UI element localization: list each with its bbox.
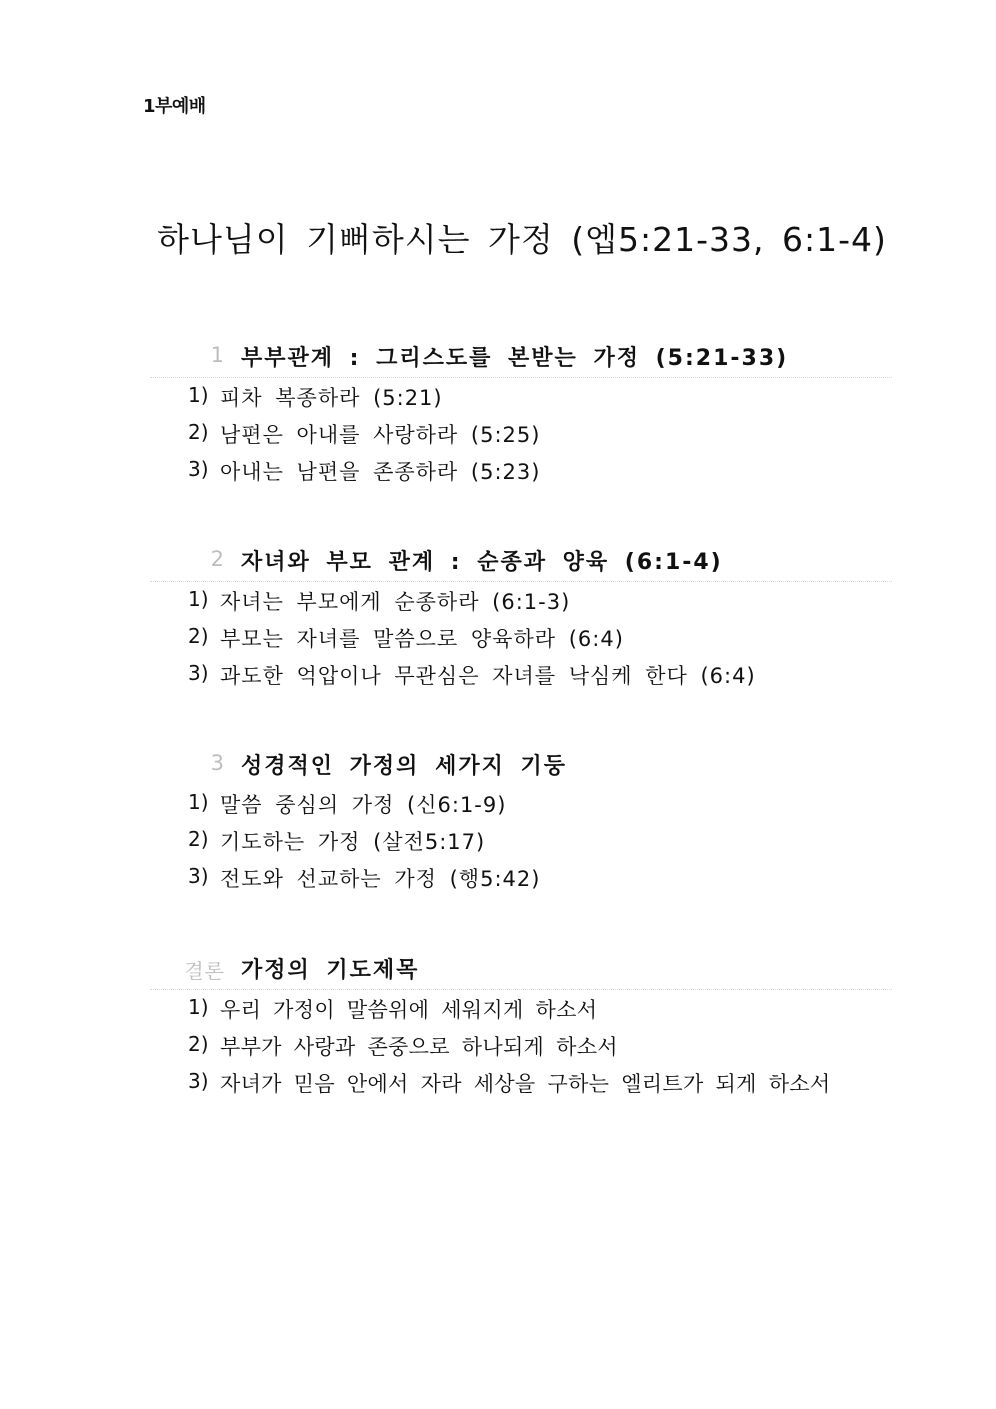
item-list [150, 990, 892, 1101]
section-heading [150, 337, 892, 378]
list-item [150, 1027, 892, 1064]
section-conclusion [150, 949, 892, 1101]
item-number: 1) [188, 383, 209, 407]
list-item [150, 378, 892, 415]
section-title: 가정의 기도제목 [241, 958, 420, 983]
section-number: 3 [210, 751, 225, 775]
item-number: 3) [188, 457, 209, 481]
section-heading [150, 745, 892, 785]
section-title: 성경적인 가정의 세가지 기둥 [241, 754, 568, 779]
item-text: 피차 복종하라 (5:21) [220, 386, 443, 410]
item-list [150, 785, 892, 896]
item-number: 3) [188, 661, 209, 685]
item-number: 3) [188, 864, 209, 888]
section-heading [150, 949, 892, 990]
page-title: 하나님이 기뻐하시는 가정 (엡5:21-33, 6:1-4) [157, 220, 887, 259]
section-1 [150, 337, 892, 489]
item-text: 아내는 남편을 존종하라 (5:23) [220, 460, 541, 484]
item-number: 1) [188, 790, 209, 814]
item-number: 2) [188, 624, 209, 648]
item-text: 우리 가정이 말씀위에 세워지게 하소서 [220, 998, 598, 1022]
list-item [150, 822, 892, 859]
item-number: 3) [188, 1069, 209, 1093]
section-number: 결론 [184, 959, 225, 983]
item-text: 부모는 자녀를 말씀으로 양육하라 (6:4) [220, 627, 624, 651]
item-number: 1) [188, 587, 209, 611]
item-text: 말씀 중심의 가정 (신6:1-9) [220, 793, 507, 817]
list-item [150, 859, 892, 896]
item-text: 남편은 아내를 사랑하라 (5:25) [220, 423, 541, 447]
item-text: 자녀가 믿음 안에서 자라 세상을 구하는 엘리트가 되게 하소서 [220, 1072, 831, 1096]
section-title: 자녀와 부모 관계 : 순종과 양육 (6:1-4) [241, 550, 723, 575]
item-list [150, 582, 892, 693]
item-text: 부부가 사랑과 존중으로 하나되게 하소서 [220, 1035, 618, 1059]
list-item [150, 452, 892, 489]
section-number: 1 [210, 343, 225, 367]
item-text: 과도한 억압이나 무관심은 자녀를 낙심케 한다 (6:4) [220, 664, 756, 688]
list-item [150, 582, 892, 619]
list-item [150, 619, 892, 656]
item-number: 2) [188, 1032, 209, 1056]
item-text: 자녀는 부모에게 순종하라 (6:1-3) [220, 590, 571, 614]
list-item [150, 990, 892, 1027]
list-item [150, 656, 892, 693]
list-item [150, 415, 892, 452]
header-label: 1부예배 [143, 96, 206, 117]
section-heading [150, 541, 892, 582]
item-number: 2) [188, 420, 209, 444]
list-item [150, 785, 892, 822]
section-number: 2 [210, 547, 225, 571]
item-list [150, 378, 892, 489]
section-2 [150, 541, 892, 693]
item-number: 2) [188, 827, 209, 851]
section-3 [150, 745, 892, 896]
item-text: 전도와 선교하는 가정 (행5:42) [220, 867, 541, 891]
item-number: 1) [188, 995, 209, 1019]
item-text: 기도하는 가정 (살전5:17) [220, 830, 486, 854]
list-item [150, 1064, 892, 1101]
section-title: 부부관계 : 그리스도를 본받는 가정 (5:21-33) [241, 346, 789, 371]
